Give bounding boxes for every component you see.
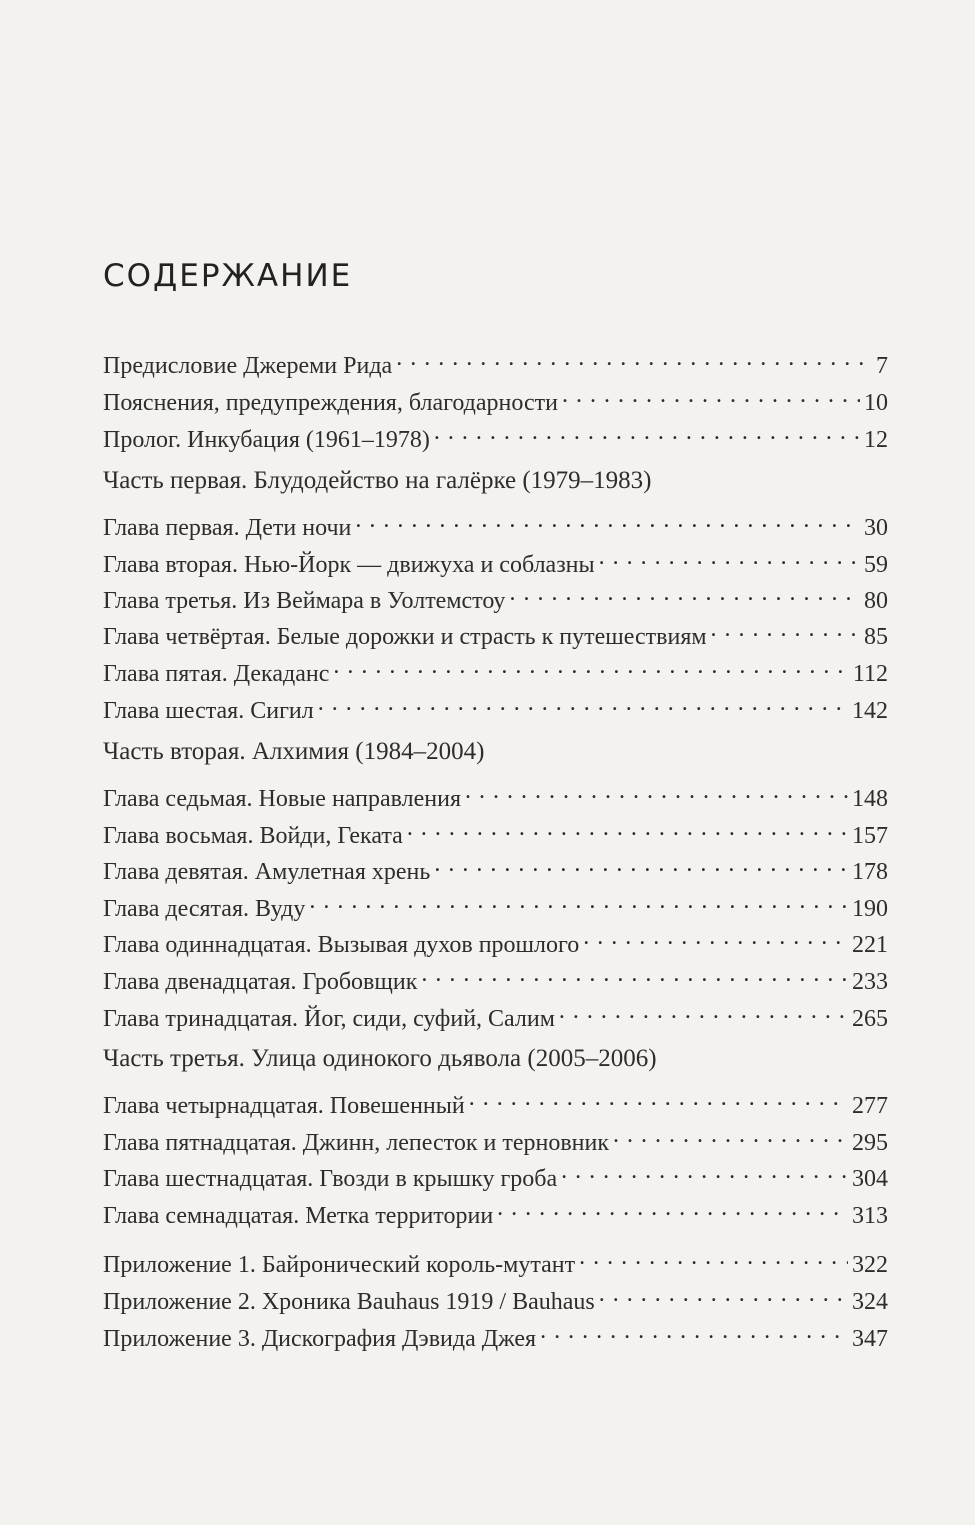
- toc-entry-page: 59: [864, 552, 888, 578]
- toc-entry-chapter[interactable]: [103, 651, 888, 687]
- toc-entry-label: Глава четвёртая. Белые дорожки и страсть к путешествиям: [103, 624, 707, 650]
- toc-entry-page: 313: [852, 1203, 888, 1229]
- dot-leader: [540, 1316, 848, 1346]
- dot-leader: [469, 1083, 848, 1113]
- toc-entry-page: 221: [852, 932, 888, 958]
- toc-entry-appendix-3[interactable]: [103, 1316, 888, 1352]
- toc-entry-label: Пояснения, предупреждения, благодарности: [103, 390, 558, 416]
- toc-entry-chapter[interactable]: [103, 578, 888, 614]
- toc-entry-page: 322: [852, 1252, 888, 1278]
- toc-entry-page: 190: [852, 896, 888, 922]
- toc-entry-page: 157: [852, 823, 888, 849]
- toc-entry-label: Глава шестая. Сигил: [103, 698, 314, 724]
- toc-entry-page: 233: [852, 969, 888, 995]
- toc-entry-foreword[interactable]: [103, 343, 888, 379]
- toc-entry-chapter[interactable]: [103, 849, 888, 885]
- toc-entry-chapter[interactable]: [103, 505, 888, 541]
- toc-entry-page: 178: [852, 859, 888, 885]
- dot-leader: [355, 505, 860, 535]
- dot-leader: [434, 849, 848, 879]
- toc-entry-page: 30: [864, 515, 888, 541]
- dot-leader: [333, 651, 849, 681]
- dot-leader: [579, 1242, 848, 1272]
- toc-entry-chapter[interactable]: [103, 776, 888, 812]
- toc-entry-label: Глава пятая. Декаданс: [103, 661, 330, 687]
- toc-entry-label: Глава седьмая. Новые направления: [103, 786, 462, 812]
- part-title-2[interactable]: Часть вторая. Алхимия (1984–2004): [103, 738, 485, 765]
- toc-entry-page: 324: [852, 1289, 888, 1315]
- toc-entry-page: 7: [876, 353, 888, 379]
- toc-entry-label: Глава девятая. Амулетная хрень: [103, 859, 431, 885]
- toc-entry-chapter[interactable]: [103, 996, 888, 1032]
- toc-entry-label: Глава четырнадцатая. Повешенный: [103, 1093, 465, 1119]
- toc-entry-prologue[interactable]: [103, 417, 888, 453]
- toc-entry-chapter[interactable]: [103, 614, 888, 650]
- dot-leader: [434, 417, 860, 447]
- toc-entry-label: Глава семнадцатая. Метка территории: [103, 1203, 494, 1229]
- toc-entry-page: 148: [852, 786, 888, 812]
- toc-entry-page: 80: [864, 588, 888, 614]
- dot-leader: [562, 380, 860, 410]
- dot-leader: [396, 343, 872, 373]
- toc-entry-page: 277: [852, 1093, 888, 1119]
- dot-leader: [509, 578, 860, 608]
- dot-leader: [613, 1120, 848, 1150]
- toc-entry-page: 295: [852, 1130, 888, 1156]
- toc-entry-page: 12: [864, 427, 888, 453]
- toc-entry-label: Глава пятнадцатая. Джинн, лепесток и терновник: [103, 1130, 609, 1156]
- toc-entry-notes[interactable]: [103, 380, 888, 416]
- dot-leader: [497, 1193, 848, 1223]
- dot-leader: [599, 1279, 848, 1309]
- toc-entry-appendix-1[interactable]: [103, 1242, 888, 1278]
- toc-entry-label: Глава третья. Из Веймара в Уолтемстоу: [103, 588, 506, 614]
- toc-entry-page: 112: [852, 661, 888, 687]
- part-title-3[interactable]: Часть третья. Улица одинокого дьявола (2005–2006): [103, 1045, 657, 1072]
- toc-entry-chapter[interactable]: [103, 1083, 888, 1119]
- toc-entry-label: Глава тринадцатая. Йог, сиди, суфий, Салим: [103, 1006, 555, 1032]
- toc-entry-label: Пролог. Инкубация (1961–1978): [103, 427, 430, 453]
- toc-entry-chapter[interactable]: [103, 688, 888, 724]
- toc-entry-label: Предисловие Джереми Рида: [103, 353, 393, 379]
- toc-entry-label: Глава первая. Дети ночи: [103, 515, 352, 541]
- dot-leader: [318, 688, 848, 718]
- dot-leader: [559, 996, 848, 1026]
- dot-leader: [309, 886, 848, 916]
- toc-entry-page: 85: [864, 624, 888, 650]
- toc-entry-chapter[interactable]: [103, 813, 888, 849]
- toc-entry-label: Приложение 2. Хроника Bauhaus 1919 / Bauhaus: [103, 1289, 595, 1315]
- toc-entry-chapter[interactable]: [103, 1193, 888, 1229]
- toc-entry-page: 142: [852, 698, 888, 724]
- dot-leader: [599, 542, 860, 572]
- part-title-1[interactable]: Часть первая. Блудодейство на галёрке (1979–1983): [103, 467, 652, 494]
- toc-entry-label: Приложение 1. Байронический король-мутант: [103, 1252, 576, 1278]
- dot-leader: [465, 776, 848, 806]
- toc-entry-label: Глава вторая. Нью-Йорк — движуха и соблазны: [103, 552, 595, 578]
- toc-entry-label: Глава двенадцатая. Гробовщик: [103, 969, 418, 995]
- toc-entry-chapter[interactable]: [103, 1120, 888, 1156]
- toc-entry-chapter[interactable]: [103, 886, 888, 922]
- toc-entry-page: 10: [864, 390, 888, 416]
- toc-entry-page: 304: [852, 1166, 888, 1192]
- toc-entry-label: Глава восьмая. Войди, Геката: [103, 823, 403, 849]
- toc-entry-label: Приложение 3. Дискография Дэвида Джея: [103, 1326, 537, 1352]
- toc-entry-chapter[interactable]: [103, 959, 888, 995]
- toc-entry-appendix-2[interactable]: [103, 1279, 888, 1315]
- toc-entry-label: Глава одиннадцатая. Вызывая духов прошлого: [103, 932, 580, 958]
- toc-entry-chapter[interactable]: [103, 542, 888, 578]
- contents-heading: СОДЕРЖАНИЕ: [103, 258, 353, 294]
- dot-leader: [421, 959, 848, 989]
- toc-entry-label: Глава десятая. Вуду: [103, 896, 306, 922]
- toc-entry-label: Глава шестнадцатая. Гвозди в крышку гроба: [103, 1166, 558, 1192]
- dot-leader: [583, 922, 848, 952]
- toc-entry-page: 347: [852, 1326, 888, 1352]
- toc-entry-page: 265: [852, 1006, 888, 1032]
- dot-leader: [711, 614, 860, 644]
- toc-entry-chapter[interactable]: [103, 922, 888, 958]
- dot-leader: [561, 1156, 848, 1186]
- toc-entry-chapter[interactable]: [103, 1156, 888, 1192]
- dot-leader: [407, 813, 848, 843]
